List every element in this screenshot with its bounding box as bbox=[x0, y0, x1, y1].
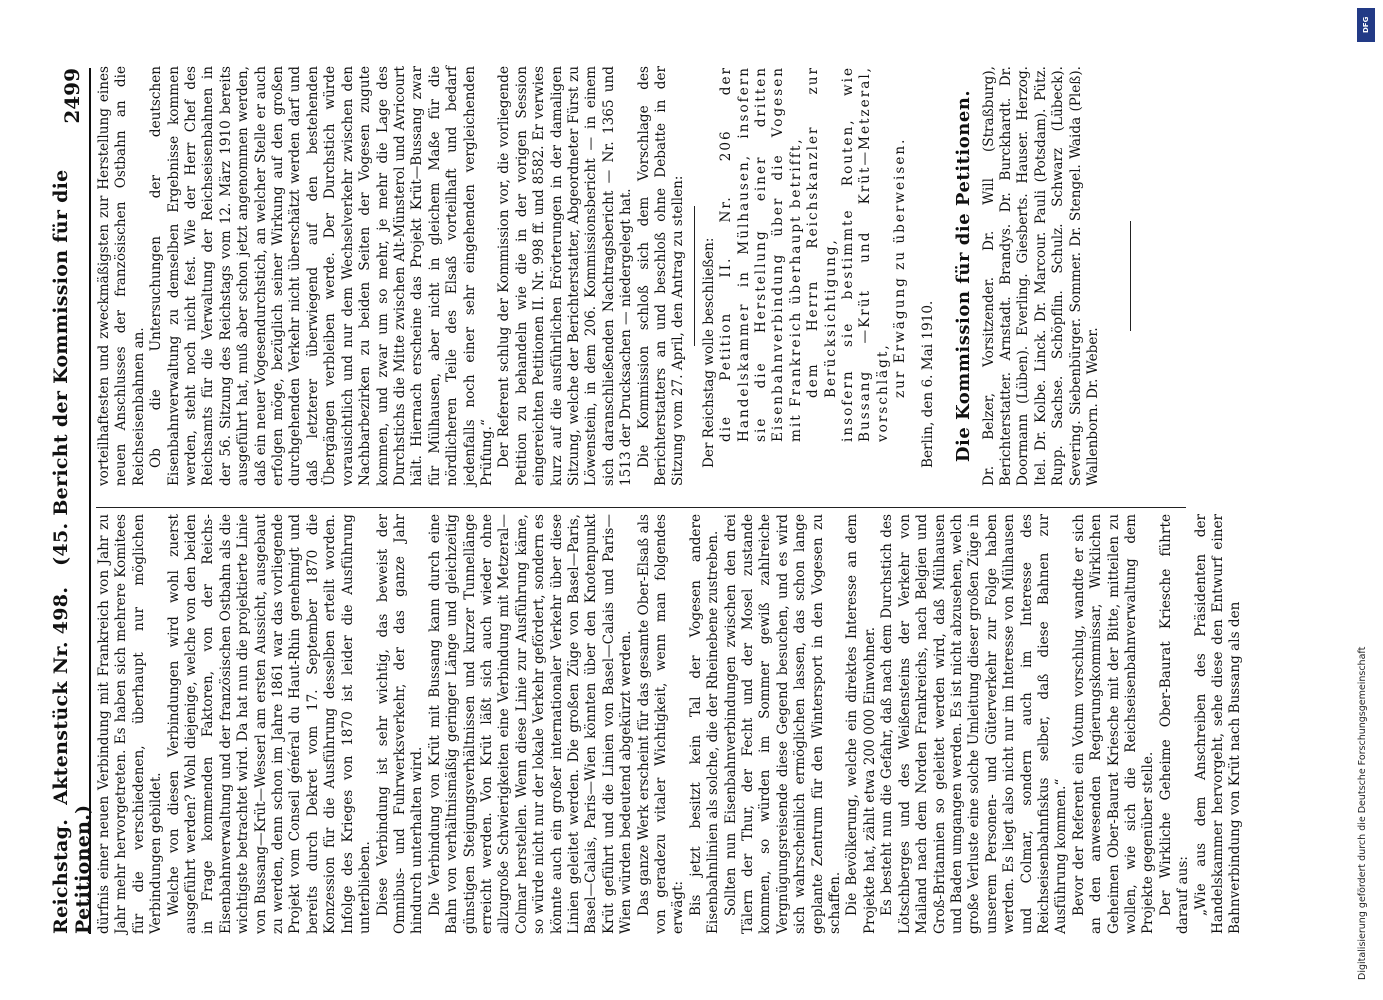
right-column bbox=[96, 66, 1186, 486]
header-document-number: Aktenstück Nr. 498. bbox=[50, 586, 72, 805]
page-number: 2499 bbox=[60, 68, 84, 124]
paragraph: Welche von diesen Verbindungen wird wohl zuerst ausgeführt werden? Wohl diejenige, welche von den beiden in Frage kommenden Faktoren, von der Reichs-Eisenbahnverwaltung und der französischen Ostbahn als die wichtigste betrachtet wird. Da hat nun die projektierte Linie von Bussang—Krüt—Wesserl am ersten Aussicht, ausgebaut zu werden, denn schon im Jahre 1861 war das vorliegende Projekt vom Conseil général du Haut-Rhin genehmigt und bereits durch Dekret vom 17. September 1870 die Konzession für die Ausführung desselben erteilt worden. Infolge des Krieges von 1870 ist leider die Ausführung unterblieben. bbox=[165, 514, 374, 934]
signature-heading: Die Kommission für die Petitionen. bbox=[953, 89, 975, 463]
paragraph: Der Wirkliche Geheime Ober-Baurat Kriesche führte darauf aus: bbox=[1157, 514, 1192, 934]
motion-block bbox=[718, 66, 909, 486]
digitization-credit bbox=[1355, 0, 1377, 1000]
paragraph: Bis jetzt besitzt kein Tal der Vogesen andere Eisenbahnlinien als solche, die der Rheinebene zustreben. bbox=[687, 514, 722, 934]
paragraph: Diese Verbindung ist sehr wichtig, das beweist der Omnibus- und Fuhrwerksverkehr, der das ganze Jahr hindurch unterhalten wird. bbox=[374, 514, 426, 934]
member-list bbox=[981, 66, 1103, 486]
end-rule bbox=[1130, 221, 1131, 331]
column-divider bbox=[96, 507, 1186, 508]
header-section: (45. Bericht der Kommission für die Petitionen.) bbox=[50, 169, 94, 934]
paragraph: Die Bevölkerung, welche ein direktes Interesse an dem Projekte hat, zählt etwa 200 000 Einwohner. bbox=[844, 514, 878, 934]
left-column bbox=[96, 514, 1244, 934]
header-reichstag: Reichstag. bbox=[50, 818, 72, 934]
paragraph: Es besteht nun die Gefahr, daß nach dem Durchstich des Lötschberges und des Weißensteins der Verkehr von Mailand nach dem Norden Frankreichs, nach Belgien und Groß-Britannien so geleitet werden wird, daß Mülhausen und Baden umgangen werden. Es ist nicht abzusehen, welch große Verluste eine solche Umleitung dieser großen Züge in unserem Personen- und Güterverkehr zur Folge haben werden. Es liegt also nicht nur im Interesse von Mülhausen und Colmar, sondern auch im Interesse des Reichseisenbahnfiskus selber, daß diese Bahnen zur Ausführung kommen.“ bbox=[879, 514, 1070, 934]
motion-body: die Petition II. Nr. 206 der Handelskammer in Mülhausen, insofern sie die Herstellung einer dritten Eisenbahnverbindung über die Vogesen mit Frankreich überhaupt betrifft, bbox=[718, 66, 804, 442]
paragraph: „Wie aus dem Anschreiben des Präsidenten der Handelskammer hervorgeht, sehe diese den Entwurf einer Bahnverbindung von Krüt nach Bussang als den bbox=[1192, 514, 1244, 934]
paragraph: Die Kommission schloß sich dem Vorschlage des Berichterstatters an und beschloß ohne Debatte in der Sitzung vom 27. April, den Antrag zu stellen: bbox=[635, 66, 687, 486]
dfg-logo-icon: DFG bbox=[1357, 8, 1375, 42]
paragraph: Ob die Untersuchungen der deutschen Eisenbahnverwaltung zu demselben Ergebnisse kommen werden, steht noch nicht fest. Wie der Herr Chef des Reichsamts für die Verwaltung der Reichseisenbahnen in der 56. Sitzung des Reichstags vom 12. März 1910 bereits ausgeführt hat, muß aber schon jetzt angenommen werden, daß ein neuer Vogesendurchstich, an welcher Stelle er auch erfolgen möge, bezüglich seiner Wirkung auf den großen durchgehenden Verkehr nicht überschätzt werden darf und daß letzterer überwiegend auf den bestehenden Übergängen verbleiben werde. Der Durchstich würde vorausichtlich und nur dem Wechselverkehr zwischen den Nachbarbezirken zu beiden Seiten der Vogesen zugute kommen, und zwar um so mehr, je mehr die Lage des Durchstichs die Mitte zwischen Alt-Münsterol und Avricourt hält. Hiernach erscheine das Projekt Krüt—Bussang zwar für Mülhausen, aber nicht in gleichem Maße für die nördlicheren Teile des Elsaß vorteilhaft und bedarf jedenfalls noch einer sehr eingehenden vergleichenden Prüfung.“ bbox=[148, 66, 495, 486]
page-header bbox=[50, 68, 94, 934]
header-left bbox=[50, 124, 94, 934]
credit-text: Digitalisierung gefördert durch die Deutsche Forschungsgemeinschaft bbox=[1357, 646, 1368, 980]
motion-body-2: insofern sie bestimmte Routen, wie Bussang —Krüt und Krüt—Metzeral, vorschlägt, bbox=[840, 66, 891, 442]
motion-action-2: zur Erwägung zu überweisen. bbox=[892, 137, 909, 398]
paragraph: Bevor der Referent ein Votum vorschlug, wandte er sich an den anwesenden Regierungskommissar, Wirklichen Geheimen Ober-Baurat Kriesche mit der Bitte, mitteilen zu wollen, wie sich die Reichseisenbahnverwaltung dem Projekte gegenüber stelle. bbox=[1070, 514, 1157, 934]
motion-intro: Der Reichstag wolle beschließen: bbox=[700, 237, 717, 468]
paragraph: dürfnis einer neuen Verbindung mit Frankreich von Jahr zu Jahr mehr hervorgetreten. Es haben sich mehrere Komitees für die verschiedenen, überhaupt nur möglichen Verbindungen gebildet. bbox=[96, 514, 165, 934]
paragraph: Sollten nun Eisenbahnverbindungen zwischen den drei Tälern der Thur, der Fecht und der Mosel zustande kommen, so würden im Sommer gewiß zahlreiche Vergnügungsreisende diese Gegend besuchen, und es wird sich wahrscheinlich ermöglichen lassen, das schon lange geplante Zentrum für den Wintersport in den Vogesen zu schaffen. bbox=[722, 514, 844, 934]
date-line: Berlin, den 6. Mai 1910. bbox=[919, 300, 936, 468]
motion-action: dem Herrn Reichskanzler zur Berücksichtigung, bbox=[805, 66, 839, 398]
section-rule bbox=[694, 206, 695, 346]
members-text: Dr. Belzer, Vorsitzender. Dr. Will (Straßburg), Berichterstatter. Arnstadt. Brandys. Dr. Burckhardt. Dr. Doormann (Lüben). Everling. Giesberts. Hauser. Herzog. Itel. Dr. Kolbe. Linck. Dr. Marcour. Pauli (Potsdam). Pütz. Rupp. Sachse. Schöpflin. Schulz. Schwarz (Lübeck). Severing. Siebenbürger. Sommer. Dr. Stengel. Waida (Pleß). Wallenborn. Dr. Weber. bbox=[980, 66, 1101, 486]
paragraph: Die Verbindung von Krüt mit Bussang kann durch eine Bahn von verhältnismäßig geringer Länge und gleichzeitig günstigen Steigungsverhältnissen und kurzer Tunnellänge erreicht werden. Von Krüt läßt sich auch wieder ohne allzugroße Schwierigkeiten eine Verbindung mit Metzeral—Colmar herstellen. Wenn diese Linie zur Ausführung käme, so würde nicht nur der lokale Verkehr gefördert, sondern es könnte auch ein großer internationaler Verkehr über diese Linien geleitet werden. Die großen Züge von Basel—Paris, Basel—Calais, Paris—Wien könnten über den Knotenpunkt Krüt geführt und die Linien von Basel—Calais und Paris—Wien würden bedeutend abgekürzt werden. bbox=[426, 514, 635, 934]
paragraph: Der Referent schlug der Kommission vor, die vorliegende Petition zu behandeln wie die in der vorigen Session eingereichten Petitionen II. Nr. 998 ff. und 8582. Er verwies kurz auf die ausführlichen Erörterungen in der damaligen Sitzung, welche der Berichterstatter, Abgeordneter Fürst zu Löwenstein, in dem 206. Kommissionsbericht — in einem sich daranschließenden Nachtragsbericht — Nr. 1365 und 1513 der Drucksachen — niedergelegt hat. bbox=[496, 66, 635, 486]
paragraph: vorteilhaftesten und zweckmäßigsten zur Herstellung eines neuen Anschlusses der französischen Ostbahn an die Reichseisenbahnen an. bbox=[96, 66, 147, 486]
paragraph: Das ganze Werk erscheint für das gesamte Ober-Elsaß als von geradezu vitaler Wichtigkeit, wenn man folgendes erwägt: bbox=[635, 514, 687, 934]
